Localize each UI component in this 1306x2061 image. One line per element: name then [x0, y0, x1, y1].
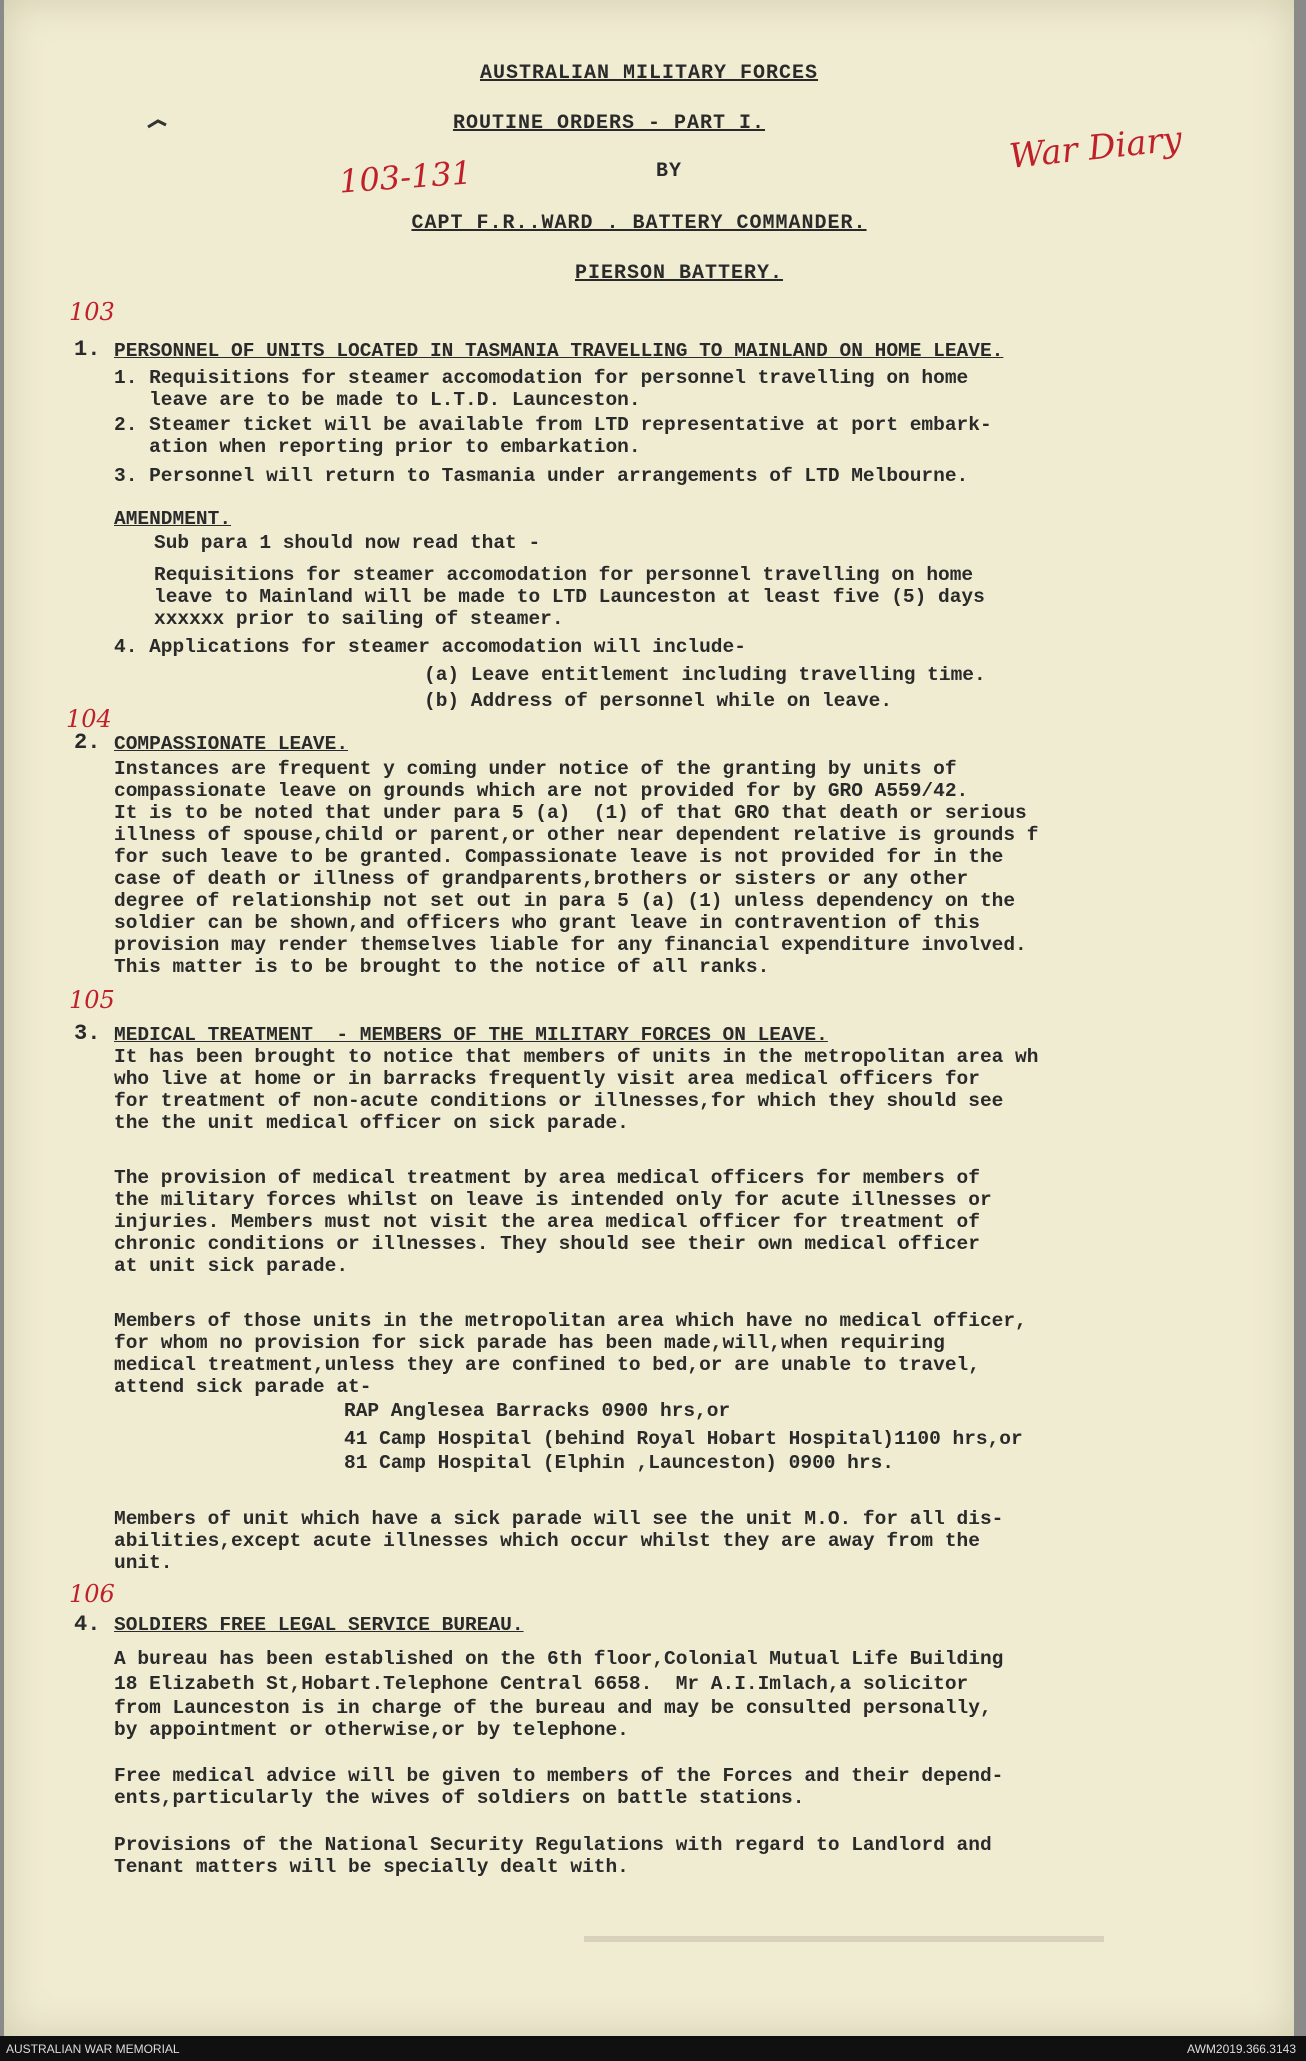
section-1-line: ation when reporting prior to embarkation.: [114, 436, 641, 458]
org-heading: AUSTRALIAN MILITARY FORCES: [479, 62, 819, 85]
section-3-line: abilities,except acute illnesses which occur whilst they are away from the: [114, 1530, 980, 1552]
section-4-line: Tenant matters will be specially dealt with.: [114, 1856, 629, 1878]
section-2-line: It is to be noted that under para 5 (a) (1) of that GRO that death or serious: [114, 802, 1027, 824]
war-diary-annotation: War Diary: [1007, 119, 1184, 177]
section-3-line: chronic conditions or illnesses. They should see their own medical officer: [114, 1233, 980, 1255]
routine-orders-heading: ROUTINE ORDERS - PART I.: [452, 112, 766, 135]
ink-speck-mark: [144, 105, 184, 135]
amendment-item-a: (a) Leave entitlement including travelling time.: [424, 664, 986, 686]
section-3-number: 3.: [74, 1021, 101, 1046]
amendment-title: AMENDMENT.: [114, 508, 232, 530]
section-3-line: at unit sick parade.: [114, 1255, 349, 1277]
range-annotation: 103-131: [337, 153, 474, 201]
section-3-line: for treatment of non-acute conditions or illnesses,for which they should see: [114, 1090, 1004, 1112]
section-4-line: Provisions of the National Security Regulations with regard to Landlord and: [114, 1834, 992, 1856]
sick-parade-location: 41 Camp Hospital (behind Royal Hobart Hospital)1100 hrs,or: [344, 1428, 1023, 1450]
bleed-through-marks: [584, 1930, 1144, 1950]
section-4-title: SOLDIERS FREE LEGAL SERVICE BUREAU.: [114, 1614, 524, 1636]
section-3-line: the the unit medical officer on sick parade.: [114, 1112, 629, 1134]
amendment-line: Sub para 1 should now read that -: [154, 532, 541, 554]
section-3-line: injuries. Members must not visit the area medical officer for treatment of: [114, 1211, 980, 1233]
section-2-number: 2.: [74, 730, 101, 755]
section-4-line: ents,particularly the wives of soldiers on battle stations.: [114, 1787, 805, 1809]
archive-name: AUSTRALIAN WAR MEMORIAL: [6, 2042, 180, 2056]
section-1-line: leave are to be made to L.T.D. Launceston.: [114, 389, 641, 411]
section-3-line: attend sick parade at-: [114, 1376, 372, 1398]
section-3-line: for whom no provision for sick parade has been made,will,when requiring: [114, 1332, 945, 1354]
section-4-number: 4.: [74, 1612, 101, 1637]
section-3-line: Members of unit which have a sick parade will see the unit M.O. for all dis-: [114, 1508, 1004, 1530]
amendment-item-4: 4. Applications for steamer accomodation will include-: [114, 636, 746, 658]
archive-reference: AWM2019.366.3143: [1187, 2042, 1296, 2056]
section-2-line: Instances are frequent y coming under notice of the granting by units of: [114, 758, 957, 780]
document-page: [4, 0, 1294, 2036]
folio-103: 103: [69, 298, 115, 326]
section-3-line: the military forces whilst on leave is intended only for acute illnesses or: [114, 1189, 992, 1211]
section-2-title: COMPASSIONATE LEAVE.: [114, 733, 349, 755]
amendment-line: leave to Mainland will be made to LTD Launceston at least five (5) days: [154, 586, 985, 608]
section-2-line: soldier can be shown,and officers who grant leave in contravention of this: [114, 912, 980, 934]
section-4-line: from Launceston is in charge of the bureau and may be consulted personally,: [114, 1697, 992, 1719]
section-2-line: for such leave to be granted. Compassionate leave is not provided for in the: [114, 846, 1004, 868]
sick-parade-location: RAP Anglesea Barracks 0900 hrs,or: [344, 1400, 731, 1422]
section-2-line: provision may render themselves liable for any financial expenditure involved.: [114, 934, 1027, 956]
section-1-number: 1.: [74, 337, 101, 362]
section-1-line: 1. Requisitions for steamer accomodation for personnel travelling on home: [114, 367, 969, 389]
section-1-line: 2. Steamer ticket will be available from LTD representative at port embark-: [114, 414, 992, 436]
amendment-line: Requisitions for steamer accomodation for personnel travelling on home: [154, 564, 974, 586]
section-3-line: unit.: [114, 1552, 173, 1574]
section-4-line: by appointment or otherwise,or by telephone.: [114, 1719, 629, 1741]
section-2-line: This matter is to be brought to the notice of all ranks.: [114, 956, 770, 978]
battery-heading: PIERSON BATTERY.: [574, 262, 784, 285]
section-4-line: 18 Elizabeth St,Hobart.Telephone Central 6658. Mr A.I.Imlach,a solicitor: [114, 1673, 969, 1695]
section-2-line: illness of spouse,child or parent,or other near dependent relative is grounds f: [114, 824, 1039, 846]
commander-heading: CAPT F.R..WARD . BATTERY COMMANDER.: [411, 212, 867, 235]
section-3-line: medical treatment,unless they are confined to bed,or are unable to travel,: [114, 1354, 980, 1376]
sick-parade-location: 81 Camp Hospital (Elphin ,Launceston) 0900 hrs.: [344, 1452, 894, 1474]
folio-104: 104: [66, 705, 112, 733]
section-4-line: A bureau has been established on the 6th floor,Colonial Mutual Life Building: [114, 1648, 1004, 1670]
section-3-line: Members of those units in the metropolitan area which have no medical officer,: [114, 1310, 1027, 1332]
section-3-line: The provision of medical treatment by area medical officers for members of: [114, 1167, 980, 1189]
archive-footer-strip: [0, 2036, 1306, 2061]
folio-105: 105: [69, 986, 115, 1014]
amendment-item-b: (b) Address of personnel while on leave.: [424, 690, 893, 712]
by-label: BY: [655, 160, 682, 183]
section-3-title: MEDICAL TREATMENT - MEMBERS OF THE MILITARY FORCES ON LEAVE.: [114, 1024, 828, 1046]
section-2-line: case of death or illness of grandparents,brothers or sisters or any other: [114, 868, 969, 890]
amendment-line: xxxxxx prior to sailing of steamer.: [154, 608, 564, 630]
section-3-line: who live at home or in barracks frequently visit area medical officers for: [114, 1068, 980, 1090]
section-3-line: It has been brought to notice that members of units in the metropolitan area wh: [114, 1046, 1039, 1068]
section-2-line: compassionate leave on grounds which are not provided for by GRO A559/42.: [114, 780, 969, 802]
section-2-line: degree of relationship not set out in para 5 (a) (1) unless dependency on the: [114, 890, 1016, 912]
section-1-line: 3. Personnel will return to Tasmania under arrangements of LTD Melbourne.: [114, 465, 969, 487]
section-4-line: Free medical advice will be given to members of the Forces and their depend-: [114, 1765, 1004, 1787]
folio-106: 106: [69, 1580, 115, 1608]
section-1-title: PERSONNEL OF UNITS LOCATED IN TASMANIA TRAVELLING TO MAINLAND ON HOME LEAVE.: [114, 340, 1004, 362]
